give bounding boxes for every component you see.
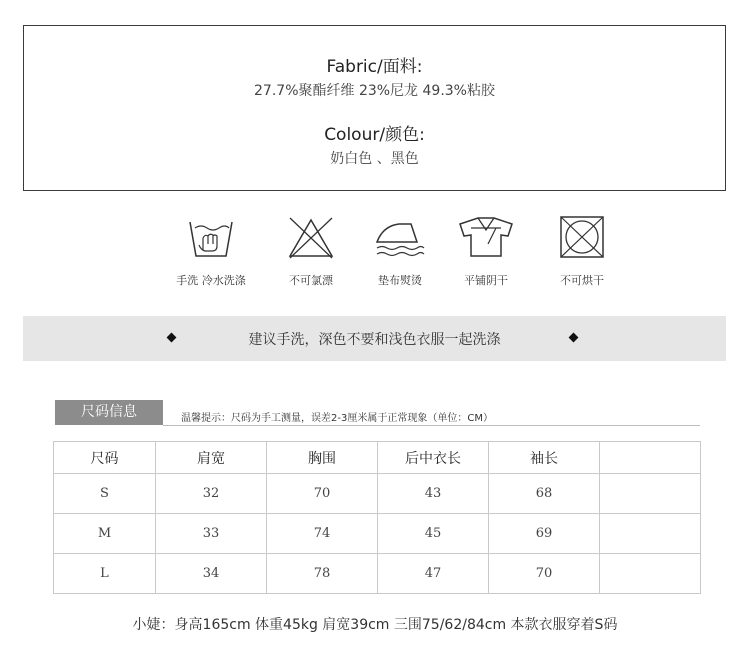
divider — [163, 425, 700, 426]
table-cell: 69 — [489, 514, 600, 554]
care-label: 不可烘干 — [560, 274, 604, 287]
iron-with-cloth-icon — [373, 214, 427, 260]
column-header — [600, 442, 701, 474]
table-cell: 47 — [378, 554, 489, 594]
hand-wash-icon — [187, 214, 235, 260]
table-cell: 32 — [156, 474, 267, 514]
table-cell: 78 — [267, 554, 378, 594]
size-cell: S — [54, 474, 156, 514]
column-header: 后中衣长 — [378, 442, 489, 474]
no-bleach-icon — [286, 214, 336, 260]
size-table — [53, 441, 701, 594]
table-cell: 74 — [267, 514, 378, 554]
wash-notice-band — [23, 316, 726, 361]
model-note: 小婕：身高165cm 体重45kg 肩宽39cm 三围75/62/84cm 本款衣服穿着S码 — [132, 617, 618, 633]
table-cell: 34 — [156, 554, 267, 594]
size-tip: 温馨提示：尺码为手工测量，误差2-3厘米属于正常现象（单位：CM） — [181, 413, 493, 424]
table-cell: 68 — [489, 474, 600, 514]
table-row — [54, 474, 701, 514]
table-cell: 70 — [489, 554, 600, 594]
care-item-hand-wash — [156, 214, 266, 288]
table-cell — [600, 474, 701, 514]
size-cell: M — [54, 514, 156, 554]
table-header-row — [54, 442, 701, 474]
fabric-colour-box — [23, 25, 726, 191]
table-cell — [600, 554, 701, 594]
care-item-no-tumble-dry — [527, 214, 637, 288]
wash-notice: 建议手洗，深色不要和浅色衣服一起洗涤 — [248, 332, 501, 348]
fabric-value: 27.7%聚酯纤维 23%尼龙 49.3%粘胶 — [254, 83, 495, 99]
no-tumble-dry-icon — [558, 214, 606, 260]
table-row — [54, 554, 701, 594]
table-cell: 33 — [156, 514, 267, 554]
table-row — [54, 514, 701, 554]
table-cell: 43 — [378, 474, 489, 514]
fabric-heading: Fabric/面料: — [326, 57, 423, 77]
column-header: 尺码 — [54, 442, 156, 474]
column-header: 胸围 — [267, 442, 378, 474]
size-info-tag: 尺码信息 — [55, 400, 163, 425]
column-header: 袖长 — [489, 442, 600, 474]
care-label: 手洗 冷水洗涤 — [176, 274, 246, 287]
care-item-dry-flat-in-shade — [431, 214, 541, 288]
table-cell — [600, 514, 701, 554]
care-label: 不可氯漂 — [289, 274, 333, 287]
table-cell: 45 — [378, 514, 489, 554]
column-header: 肩宽 — [156, 442, 267, 474]
colour-heading: Colour/颜色: — [324, 125, 425, 145]
care-label: 垫布熨烫 — [378, 274, 422, 287]
care-label: 平铺阴干 — [464, 274, 508, 287]
colour-value: 奶白色 、黑色 — [330, 151, 419, 167]
size-cell: L — [54, 554, 156, 594]
dry-flat-in-shade-icon — [456, 214, 516, 260]
table-cell: 70 — [267, 474, 378, 514]
